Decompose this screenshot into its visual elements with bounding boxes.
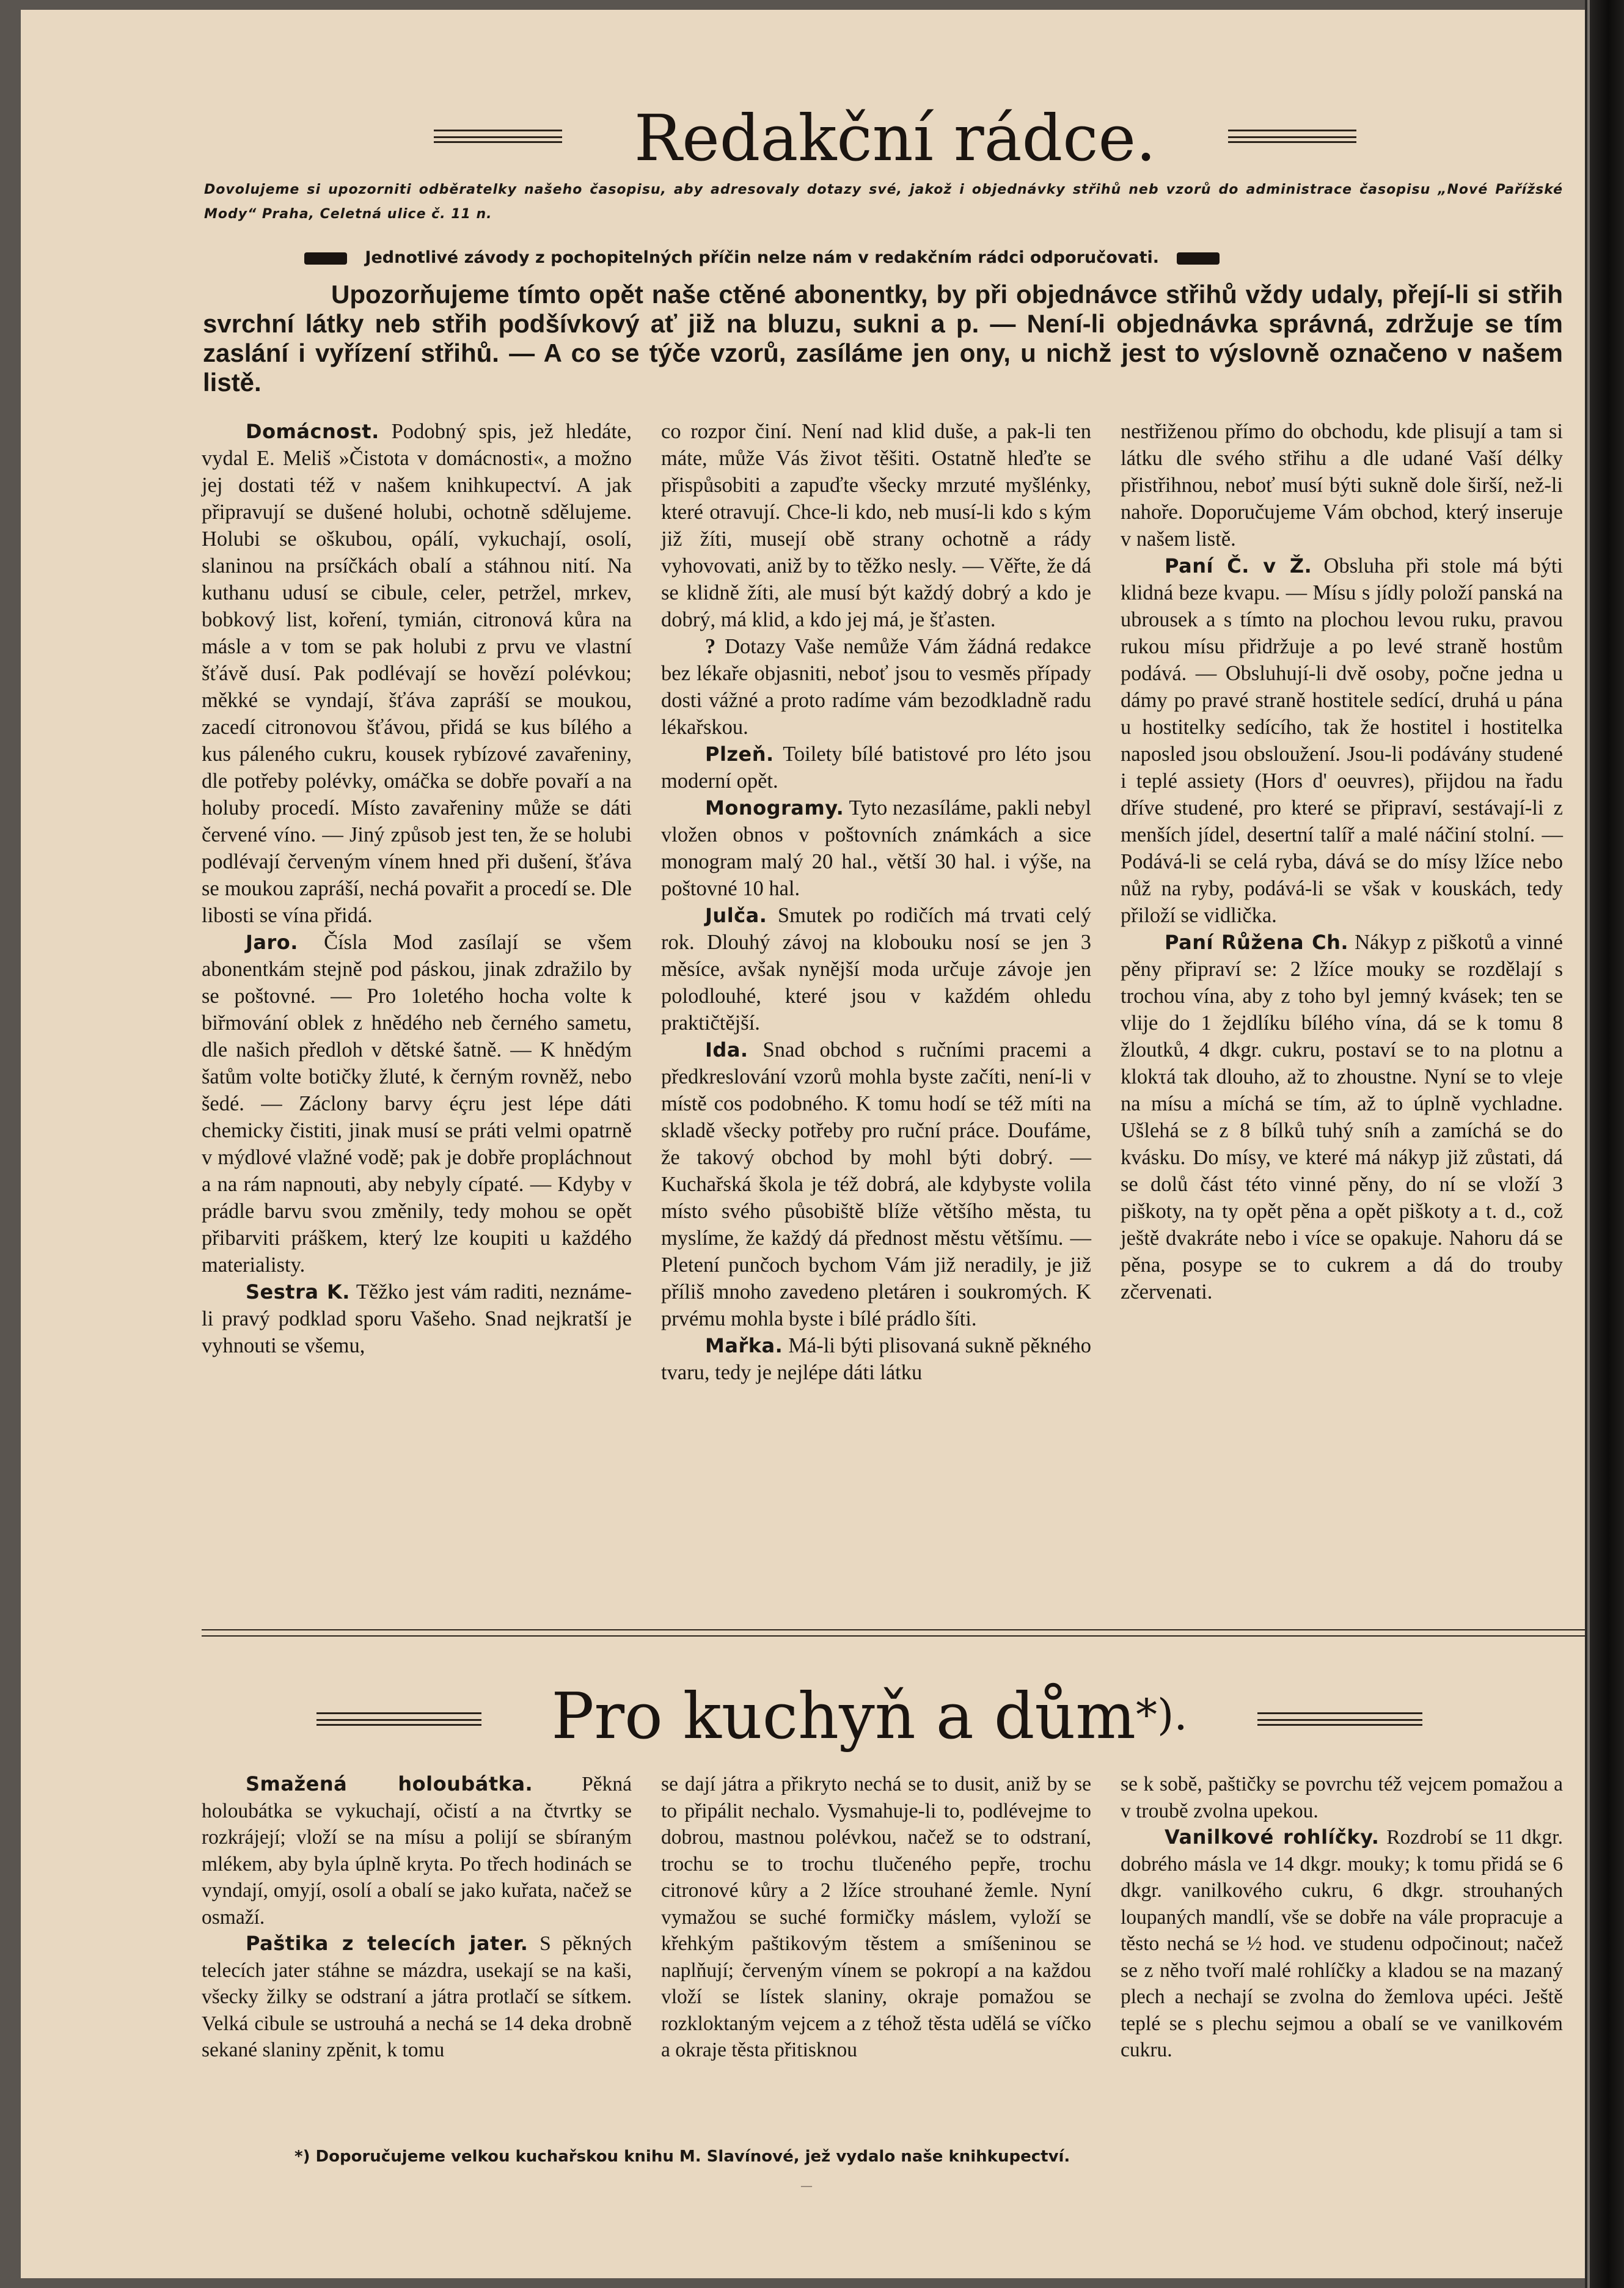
- answer-text: Tyto nezasíláme, pakli nebyl vložen obnos v poštovních známkách a sice monogram malý 20 hal., větší 30 hal. i výše, na poštovné 10 hal.: [661, 796, 1091, 900]
- column-2: [661, 1771, 1091, 2064]
- answer-text: Smutek po rodičích má trvati celý rok. Dlouhý závoj na klobouku nosí se jen 3 měsíce, avšak nynější moda určuje závoje jen polodlouhé, které jsou v každém ohledu praktičtější.: [661, 904, 1091, 1035]
- section-title: Pro kuchyň a dům*).: [551, 1679, 1188, 1753]
- recipe-text: se k sobě, paštičky se povrchu též vejcem pomažou a v troubě zvolna upekou.: [1121, 1773, 1563, 1822]
- answer-text: Podobný spis, jež hledáte, vydal E. Meliš »Čistota v domácnosti«, a možno jej dostati též v našem knihkupectví. A jak připravují se dušené holubi, ochotně sdělujeme. Holubi se oškubou, opálí, vykuchají, osolí, slaninou na prsíčkách obalí a stáhnou nití. Na kuthanu udusí se cibule, celer, petržel, mrkev, bobkový list, koření, tymián, citronová kůra na másle a v tom se pak holubi z prvu ve vlastní šťávě dusí. Pak podlévají se hovězí polévkou; měkké se vyndají, šťáva zapráší se moukou, zacedí citronovou šťávou, přidá se kus bílého a kus páleného cukru, kousek rybízové zavařeniny, dle potřeby polévky, omáčka se dobře povaří a na holuby procedí. Místo zavařeniny může se dáti červené víno. — Jiný způsob jest ten, že se holubi podlévají červeným vínem hned při dušení, šťáva se moukou zapráší, nechá povařit a procedí se. Dle libosti se vína přidá.: [202, 420, 632, 927]
- binding-spine: [1585, 0, 1624, 2288]
- answer-text: Obsluha při stole má býti klidná beze kvapu. — Mísu s jídly položí panská na ubrousek a s tímto na plochou levou ruku, pravou rukou mísu přidržuje a po levé straně hostům podává. — Obsluhují-li dvě osoby, počne jedna u dámy po pravé straně hostitele sedící, druhá u pána u hostitelky sedícího, tak že hostitel i hostitelka naposled jsou obsloužení. Jsou-li podávány studené i teplé assiety (Hors d' oeuvres), přijdou na řadu dříve studené, pro které se připraví, sestávají-li z menších jídel, desertní talíř a malé náčiní stolní. — Podává-li se celá ryba, dává se do mísy lžíce nebo nůž na ryby, podává-li se však v kouskách, tedy přiloží se vidlička.: [1121, 554, 1563, 927]
- title-rule-left: [316, 1712, 481, 1714]
- answer-text: Dotazy Vaše nemůže Vám žádná redakce bez lékaře objasniti, neboť jsou to vesměs případy dosti vážné a proto radíme vám bezodkladně radu lékařskou.: [661, 635, 1091, 739]
- magazine-page: [21, 10, 1585, 2278]
- answer-heading: Mařka.: [705, 1334, 783, 1357]
- recipe-heading: Smažená holoubátka.: [246, 1772, 533, 1795]
- answer-heading: Jaro.: [246, 931, 298, 954]
- lead-paragraph: Upozorňujeme tímto opět naše ctěné abonentky, by při objednávce střihů vždy udaly, přejí-li si střih svrchní látky neb střih podšívkový ať již na bluzu, sukni a p. — Není-li objednávka správná, zdržuje se tím zaslání i vyřízení střihů. — A co se týče vzorů, zasíláme jen ony, u nichž jest to výslovně označeno v našem listě.: [203, 280, 1563, 397]
- recipe-text: Pěkná holoubátka se vykuchají, očistí a na čtvrtky se rozkrájejí; vloží se na mísu a polijí se sbíraným mlékem, aby byla úplně kryta. Po třech hodinách se vyndají, omyjí, osolí a obalí se jako kuřata, načež se osmaží.: [202, 1773, 632, 1929]
- title-rule-right: [1257, 1712, 1422, 1714]
- subscriber-notice: Dovolujeme si upozorniti odběratelky našeho časopisu, aby adresovaly dotazy své, jakož i objednávky střihů neb vzorů do administrace časopisu „Nové Pařížské Mody“ Praha, Celetná ulice č. 11 n.: [204, 182, 1563, 222]
- answer-heading: Plzeň.: [705, 743, 774, 766]
- answer-heading: Julča.: [705, 904, 767, 927]
- answer-text: Těžko jest vám raditi, neznáme-li pravý podklad sporu Vašeho. Snad nejkratší je vyhnouti se všemu,: [202, 1280, 632, 1357]
- answer-heading: Domácnost.: [246, 420, 379, 443]
- footnote-mark: *).: [1136, 1690, 1188, 1740]
- binding-edge: [1587, 0, 1590, 2288]
- answer-heading: Paní Č. v Ž.: [1165, 554, 1312, 578]
- answer-text: Čísla Mod zasílají se všem abonentkám stejně pod páskou, jinak zdražilo by se poštovné. — Pro 1oletého hocha volte k biřmování oblek z hnědého neb černého sametu, dle našich předloh v dětské šatně. — K hnědým šatům volte botičky žluté, k černým rovněž, nebo šedé. — Záclony barvy éçru jest lépe dáti chemicky čistiti, jinak musí se práti velmi opatrně v mýdlové vlažné vodě; pak je dobře propláchnout a na rám napnouti, aby nebyly cípaté. — Kdyby v prádle barvu svou změnily, tedy mohou se opět přibarviti práškem, který lze koupiti u každého materialisty.: [202, 931, 632, 1277]
- firms-notice: [304, 247, 1465, 269]
- answer-heading: Monogramy.: [705, 796, 844, 820]
- page-title: Redakční rádce.: [634, 101, 1157, 175]
- answer-text: Nákyp z piškotů a vinné pěny připraví se: 2 lžíce mouky se rozdělají s trochou vína, aby z toho byl jemný kvásek; ten se vlije do 1 žejdlíku bílého vína, dá se k tomu 8 žloutků, 4 dkgr. cukru, postaví se to na plotnu a klokτá tak dlouho, až to zhoustne. Nyní se to vleje na mísu a míchá se tím, až to úplně vychladne. Ušlehá se z 8 bílků tuhý sníh a zamíchá se do kvásku. Do mísy, ve které má nákyp již zůstati, dá se dolů část této vinné pěny, do ní se vloží 3 piškoty, na ty opět pěna a opět piškoty a t. d., což ještě dvakráte nebo i více se opakuje. Nahoru dá se pěna, posype se to cukrem a dá do trouby zčervenati.: [1121, 931, 1563, 1304]
- firms-notice-text: Jednotlivé závody z pochopitelných příčin nelze nám v redakčním rádci odporučovati.: [365, 248, 1159, 267]
- pointing-hand-icon: [1177, 252, 1220, 265]
- answer-heading: ?: [705, 635, 716, 658]
- answer-heading: Sestra K.: [246, 1280, 350, 1304]
- column-3: [1121, 1771, 1563, 2064]
- column-3: [1121, 418, 1563, 1305]
- pointing-hand-icon: [304, 252, 347, 265]
- answer-text: Snad obchod s ručními pracemi a předkreslování vzorů mohla byste začíti, není-li v místě cos podobného. K tomu hodí se též míti na skladě všecky potřeby pro ruční práce. Doufáme, že takový obchod by mohl býti dobrý. — Kuchařská škola je též dobrá, ale kdybyste volila místo svého působiště blíže většího města, tu myslíme, že každý dá přednost městu většímu. — Pletení punčoch bychom Vám již neradily, je již příliš mnoho zavedeno pletáren i soukromých. K prvému mohla byste i bílé prádlo šíti.: [661, 1038, 1091, 1330]
- column-1: [202, 418, 632, 1359]
- recipe-text: se dají játra a přikryto nechá se to dusit, aniž by se to připálit nechalo. Vysmahuje-li to, podlévejme to dobrou, mastnou polévkou, načež se to odstraní, trochu se to trochu tlučeného pepře, trochu citronové kůry a 2 lžíce strouhané žemle. Nyní vymažou se suché formičky máslem, vyloží se křehkým paštikovým těstem a smíšeninou se naplňují; červeným vínem se pokropí a na každou vloží se lístek slaniny, okraje pomažou se rozkloktaným vejcem a z téhož těsta udělá se víčko a okraje těsta přitisknou: [661, 1773, 1091, 2061]
- title-rule-left: [434, 130, 562, 131]
- recipe-heading: Vanilkové rohlíčky.: [1165, 1825, 1380, 1849]
- recipe-text: Rozdrobí se 11 dkgr. dobrého másla ve 14 dkgr. mouky; k tomu přidá se 6 dkgr. vanilkového cukru, 6 dkgr. strouhaných loupaných mandlí, vše se dobře na vále propracuje a těsto nechá se ½ hod. ve studenu odpočinout; načež se z něho tvoří malé rohlíčky a kladou se na mazaný plech a nechají se zvolna do žemlova upéci. Ještě teplé se s plechu sejmou a obalí se ve vanilkovém cukru.: [1121, 1826, 1563, 2061]
- column-2: [661, 418, 1091, 1386]
- recipe-text: S pěkných telecích jater stáhne se mázdra, usekají se na kaši, všecky žilky se odstraní a játra protlačí se sítkem. Velká cibule se ustrouhá a nechá se 14 deka drobně sekané slaniny zpěnit, k tomu: [202, 1932, 632, 2061]
- title-rule-right: [1228, 130, 1356, 131]
- column-1: [202, 1771, 632, 2064]
- recipe-heading: Paštika z telecích jater.: [246, 1932, 529, 1955]
- footnote: *) Doporučujeme velkou kuchařskou knihu M. Slavínové, jež vydalo naše knihkupectví.: [294, 2147, 1070, 2166]
- answer-heading: Paní Růžena Ch.: [1165, 931, 1349, 954]
- answer-text: co rozpor činí. Není nad klid duše, a pak-li ten máte, může Vás život těšiti. Ostatně hleďte se přispůsobiti a zapuďte všecky mrzuté myšlénky, které otravují. Chce-li kdo, neb musí-li kdo s kým již žíti, musejí obě strany ochotně a rády vyhovovati, aniž by to těžko nesly. — Věřte, že dá se klidně žíti, ale musí být každý dobrý a kdo je dobrý, má klid, a kdo jej má, je šťasten.: [661, 420, 1091, 631]
- page-dash: —: [800, 2178, 813, 2193]
- answer-text: nestřiženou přímo do obchodu, kde plisují a tam si látku dle svého střihu a dle udané Vaší délky přistřihnou, neboť musí býti sukně dole širší, než-li nahoře. Doporučujeme Vám obchod, který inseruje v našem listě.: [1121, 420, 1563, 551]
- answer-text: Má-li býti plisovaná sukně pěkného tvaru, tedy je nejlépe dáti látku: [661, 1334, 1091, 1384]
- answer-heading: Ida.: [705, 1038, 748, 1062]
- answer-text: Toilety bílé batistové pro léto jsou moderní opět.: [661, 743, 1091, 793]
